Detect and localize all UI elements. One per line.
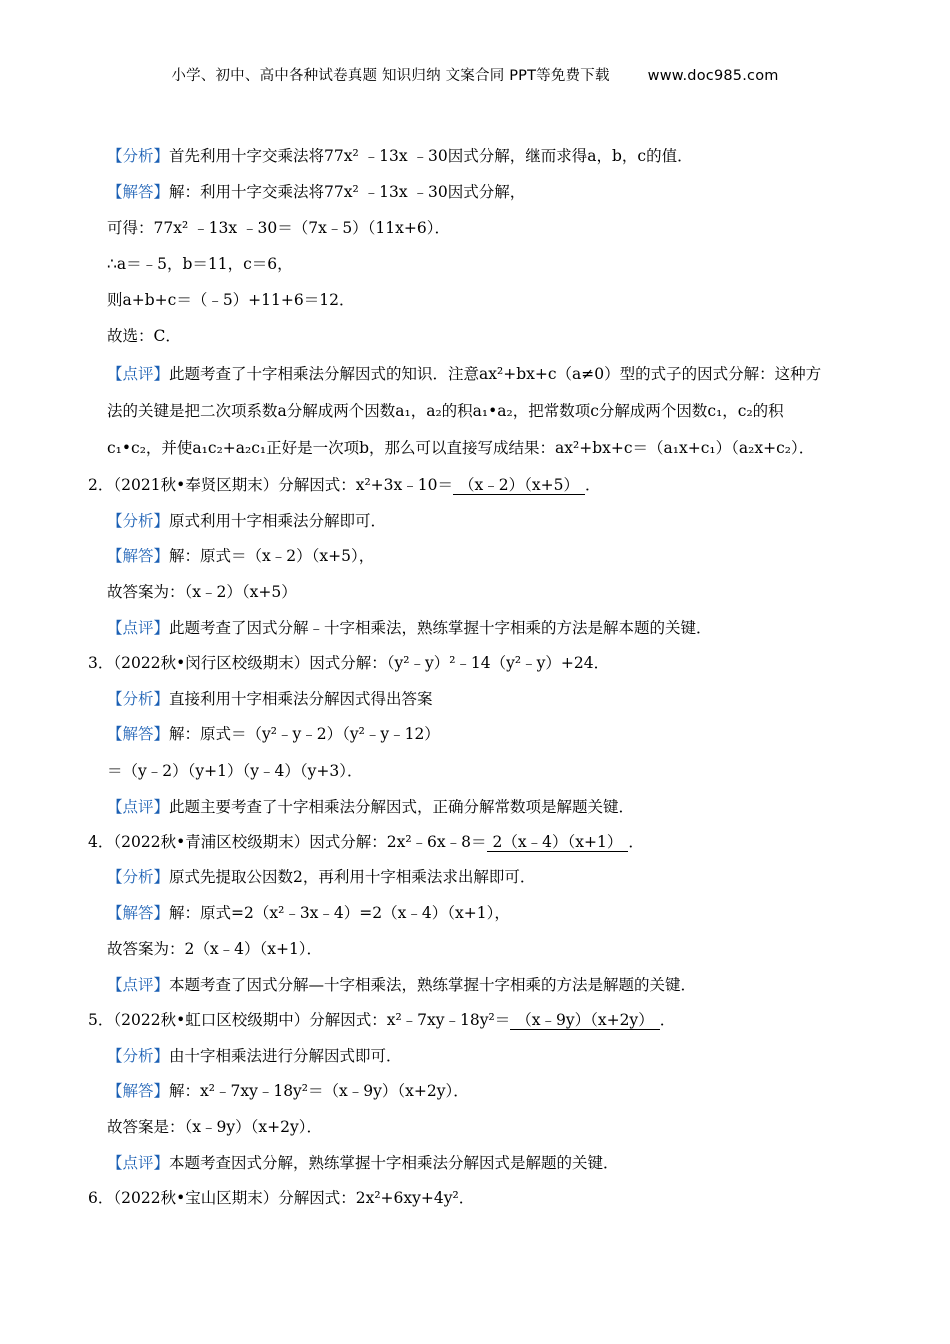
answer-tag: 【解答】 [107, 1082, 170, 1100]
q2-answer-text-1: 解：原式＝（x﹣2）（x+5）， [169, 547, 375, 565]
answer-tag: 【解答】 [107, 725, 170, 743]
answer-tag: 【解答】 [107, 547, 170, 565]
q4-answer-line-2: 故答案为：2（x﹣4）（x+1）． [107, 940, 323, 958]
analysis-tag: 【分析】 [107, 147, 170, 165]
q3-number: 3． [88, 654, 114, 672]
q4-answer-blank: 2（x﹣4）（x+1） [487, 833, 629, 852]
q2-analysis [107, 510, 386, 532]
header-site-link[interactable]: www.doc985.com [647, 68, 779, 84]
q4-number: 4． [88, 833, 114, 851]
q2-source: （2021秋•奉贤区期末） [113, 476, 279, 494]
comment-tag: 【点评】 [107, 1154, 170, 1172]
q3-answer-text-1: 解：原式＝（y²﹣y﹣2）（y²﹣y﹣12） [169, 725, 440, 743]
q1-comment-line-1 [107, 363, 821, 385]
analysis-tag: 【分析】 [107, 512, 170, 530]
q4-answer-text-1: 解：原式=2（x²﹣3x﹣4）=2（x﹣4）（x+1）， [169, 904, 510, 922]
q3-analysis-text: 直接利用十字相乘法分解因式得出答案 [169, 690, 433, 708]
analysis-tag: 【分析】 [107, 868, 170, 886]
q5-number: 5． [88, 1011, 114, 1029]
q2-comment-text: 此题考查了因式分解﹣十字相乘法，熟练掌握十字相乘的方法是解本题的关键． [169, 619, 712, 637]
q3-source: （2022秋•闵行区校级期末） [113, 654, 310, 672]
q5-stem-text: 分解因式：x²﹣7xy﹣18y²＝ [309, 1011, 511, 1029]
q2-analysis-text: 原式利用十字相乘法分解即可． [169, 512, 387, 530]
q5-answer-blank: （x﹣9y）（x+2y） [510, 1011, 659, 1030]
q5-answer-text-1: 解：x²﹣7xy﹣18y²＝（x﹣9y）（x+2y）． [169, 1082, 469, 1100]
q1-answer-line-5: 故选：C． [107, 327, 181, 345]
q5-answer-line-1 [107, 1080, 469, 1102]
q4-stem: 4．（2022秋•青浦区校级期末）因式分解：2x²﹣6x﹣8＝ 2（x﹣4）（x+1） ． [88, 833, 644, 851]
q2-answer-line-2: 故答案为：（x﹣2）（x+5） [107, 583, 297, 601]
answer-tag: 【解答】 [107, 904, 170, 922]
comment-tag: 【点评】 [107, 798, 170, 816]
q1-answer-text-1: 解：利用十字交乘法将77x² ﹣13x ﹣30因式分解， [169, 183, 526, 201]
q2-comment [107, 617, 712, 639]
page-header [0, 64, 950, 85]
comment-tag: 【点评】 [107, 365, 170, 383]
q5-analysis [107, 1045, 402, 1067]
header-text: 小学、初中、高中各种试卷真题 知识归纳 文案合同 PPT等免费下载 [171, 68, 610, 84]
q4-analysis-text: 原式先提取公因数2，再利用十字相乘法求出解即可． [169, 868, 536, 886]
q2-stem: 2．（2021秋•奉贤区期末）分解因式：x²+3x﹣10＝ （x﹣2）（x+5） ． [88, 476, 601, 494]
q4-stem-text: 因式分解：2x²﹣6x﹣8＝ [309, 833, 487, 851]
q1-comment-text-1: 此题考查了十字相乘法分解因式的知识．注意ax²+bx+c（a≠0）型的式子的因式分解：这种方 [169, 365, 822, 383]
q2-answer-blank: （x﹣2）（x+5） [453, 476, 585, 495]
q5-comment [107, 1152, 619, 1174]
comment-tag: 【点评】 [107, 619, 170, 637]
q1-answer-line-3: ∴a＝﹣5，b＝11，c＝6， [107, 255, 293, 273]
q2-stem-text: 分解因式：x²+3x﹣10＝ [278, 476, 453, 494]
q5-analysis-text: 由十字相乘法进行分解因式即可． [169, 1047, 402, 1065]
q4-analysis [107, 866, 535, 888]
q1-analysis-text: 首先利用十字交乘法将77x² ﹣13x ﹣30因式分解，继而求得a，b，c的值． [169, 147, 693, 165]
analysis-tag: 【分析】 [107, 1047, 170, 1065]
q2-number: 2． [88, 476, 114, 494]
q2-answer-line-1 [107, 545, 374, 567]
q1-comment-line-3: c₁•c₂，并使a₁c₂+a₂c₁正好是一次项b，那么可以直接写成结果：ax²+bx+c＝（a₁x+c₁）（a₂x+c₂）． [107, 439, 815, 457]
q6-stem-text: 分解因式：2x²+6xy+4y²． [278, 1189, 475, 1207]
q4-comment-text: 本题考查了因式分解—十字相乘法，熟练掌握十字相乘的方法是解题的关键． [169, 976, 697, 994]
q3-stem [88, 652, 609, 674]
q3-comment-text: 此题主要考查了十字相乘法分解因式，正确分解常数项是解题关键． [169, 798, 635, 816]
analysis-tag: 【分析】 [107, 690, 170, 708]
q5-answer-line-2: 故答案是：（x﹣9y）（x+2y）． [107, 1118, 322, 1136]
q6-number: 6． [88, 1189, 114, 1207]
q1-answer-line-1 [107, 181, 525, 203]
comment-tag: 【点评】 [107, 976, 170, 994]
q5-stem: 5．（2022秋•虹口区校级期中）分解因式：x²﹣7xy﹣18y²＝ （x﹣9y）（x+2y） ． [88, 1011, 676, 1029]
q1-comment-line-2: 法的关键是把二次项系数a分解成两个因数a₁，a₂的积a₁•a₂，把常数项c分解成两个因数c₁，c₂的积 [107, 402, 784, 420]
q5-source: （2022秋•虹口区校级期中） [113, 1011, 310, 1029]
q1-answer-line-2: 可得：77x² ﹣13x ﹣30＝（7x﹣5）（11x+6）． [107, 219, 450, 237]
q4-answer-line-1 [107, 902, 510, 924]
q3-answer-line-2: ＝（y﹣2）（y+1）（y﹣4）（y+3）． [107, 762, 363, 780]
q3-analysis [107, 688, 433, 710]
q4-comment [107, 974, 696, 996]
q1-answer-line-4: 则a+b+c＝（﹣5）+11+6＝12． [107, 291, 355, 309]
q1-analysis [107, 145, 693, 167]
q3-stem-text: 因式分解：（y²﹣y）²﹣14（y²﹣y）+24． [309, 654, 610, 672]
q4-source: （2022秋•青浦区校级期末） [113, 833, 310, 851]
q3-answer-line-1 [107, 723, 440, 745]
q3-comment [107, 796, 634, 818]
q6-source: （2022秋•宝山区期末） [113, 1189, 279, 1207]
answer-tag: 【解答】 [107, 183, 170, 201]
q6-stem [88, 1187, 474, 1209]
q5-comment-text: 本题考查因式分解，熟练掌握十字相乘法分解因式是解题的关键． [169, 1154, 619, 1172]
